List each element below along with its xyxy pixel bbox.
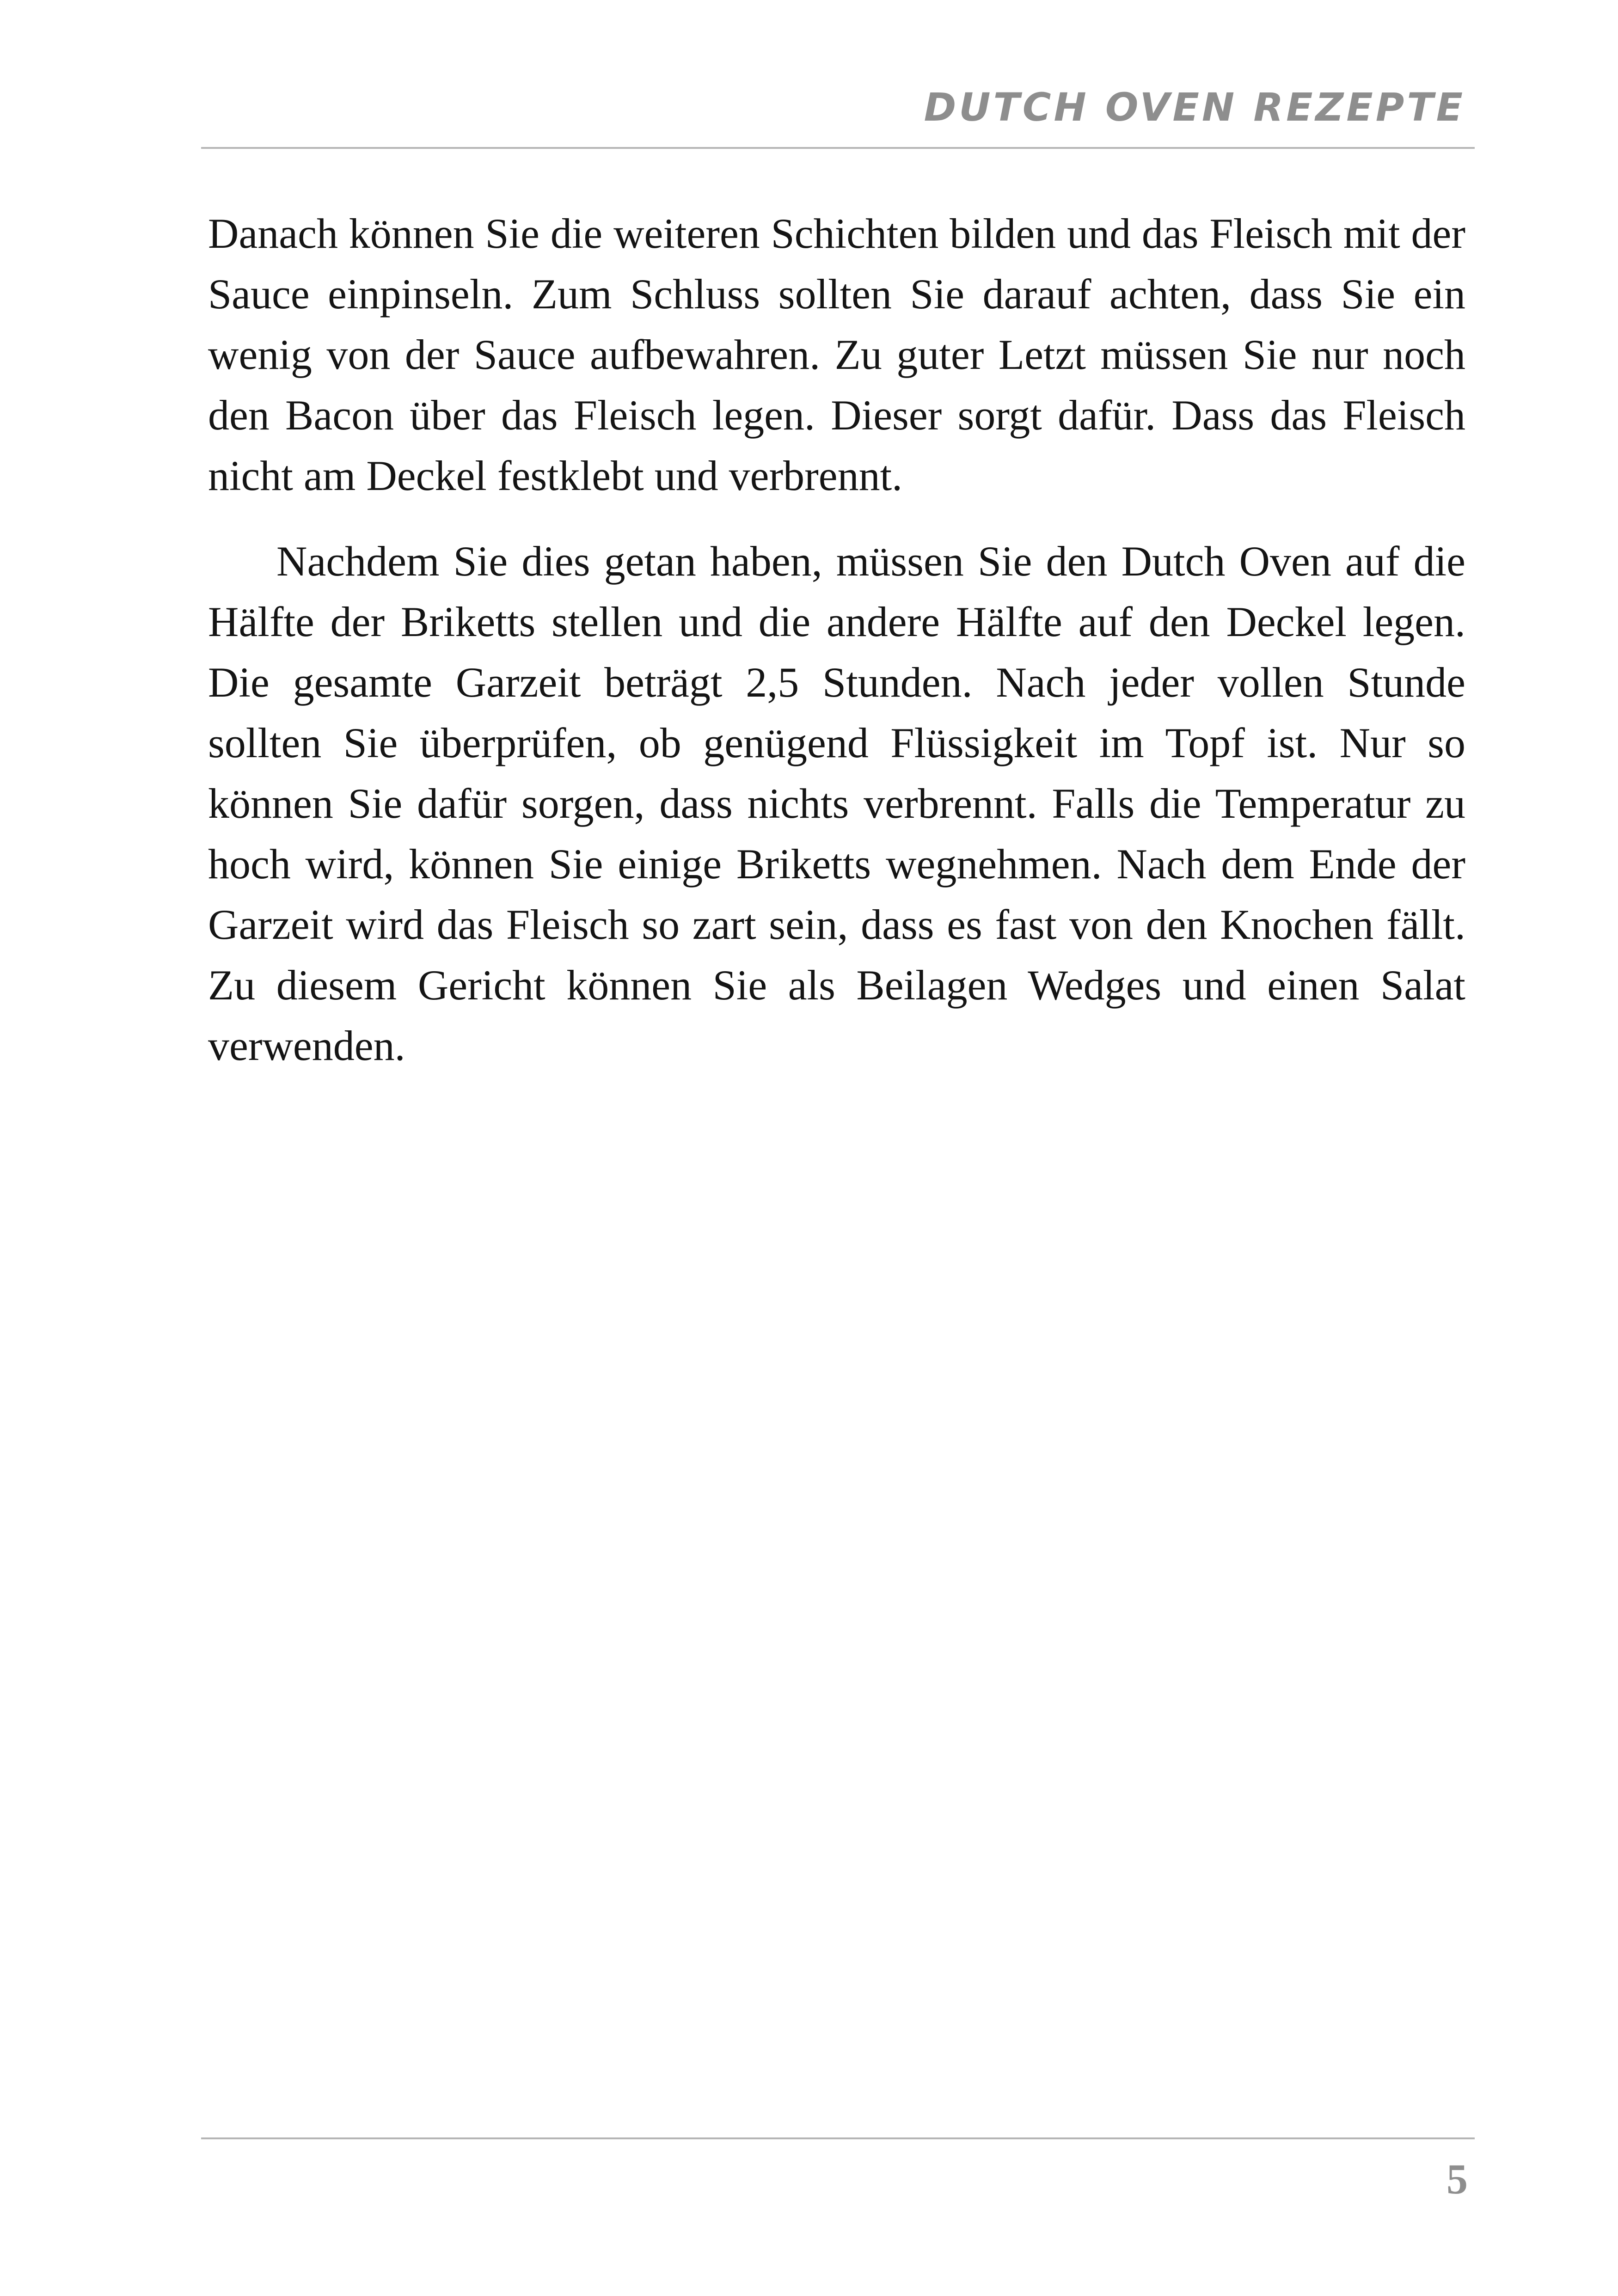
footer-rule (201, 2137, 1475, 2139)
paragraph-2: Nachdem Sie dies getan haben, müssen Sie den Dutch Oven auf die Hälfte der Briketts stellen und die andere Hälfte auf den Deckel legen. Die gesamte Garzeit beträgt 2,5 Stunden. Nach jeder vollen Stunde sollten Sie überprüfen, ob genügend Flüssigkeit im Topf ist. Nur so können Sie dafür sorgen, dass nichts verbrennt. Falls die Temperatur zu hoch wird, können Sie einige Briketts wegnehmen. Nach dem Ende der Garzeit wird das Fleisch so zart sein, dass es fast von den Knochen fällt. Zu diesem Gericht können Sie als Beilagen Wedges und einen Salat verwenden. (208, 538, 1465, 1069)
running-header-title: DUTCH OVEN REZEPTE (924, 85, 1465, 130)
paragraph-1: Danach können Sie die weiteren Schichten bilden und das Fleisch mit der Sauce einpinseln. Zum Schluss sollten Sie darauf achten, dass Sie ein wenig von der Sauce aufbewahren. Zu guter Letzt müssen Sie nur noch den Bacon über das Fleisch legen. Dieser sorgt dafür. Dass das Fleisch nicht am Deckel festklebt und verbrennt. (208, 210, 1465, 499)
body-text (208, 203, 1465, 1076)
header-rule (201, 147, 1475, 149)
page-number: 5 (1446, 2155, 1468, 2203)
